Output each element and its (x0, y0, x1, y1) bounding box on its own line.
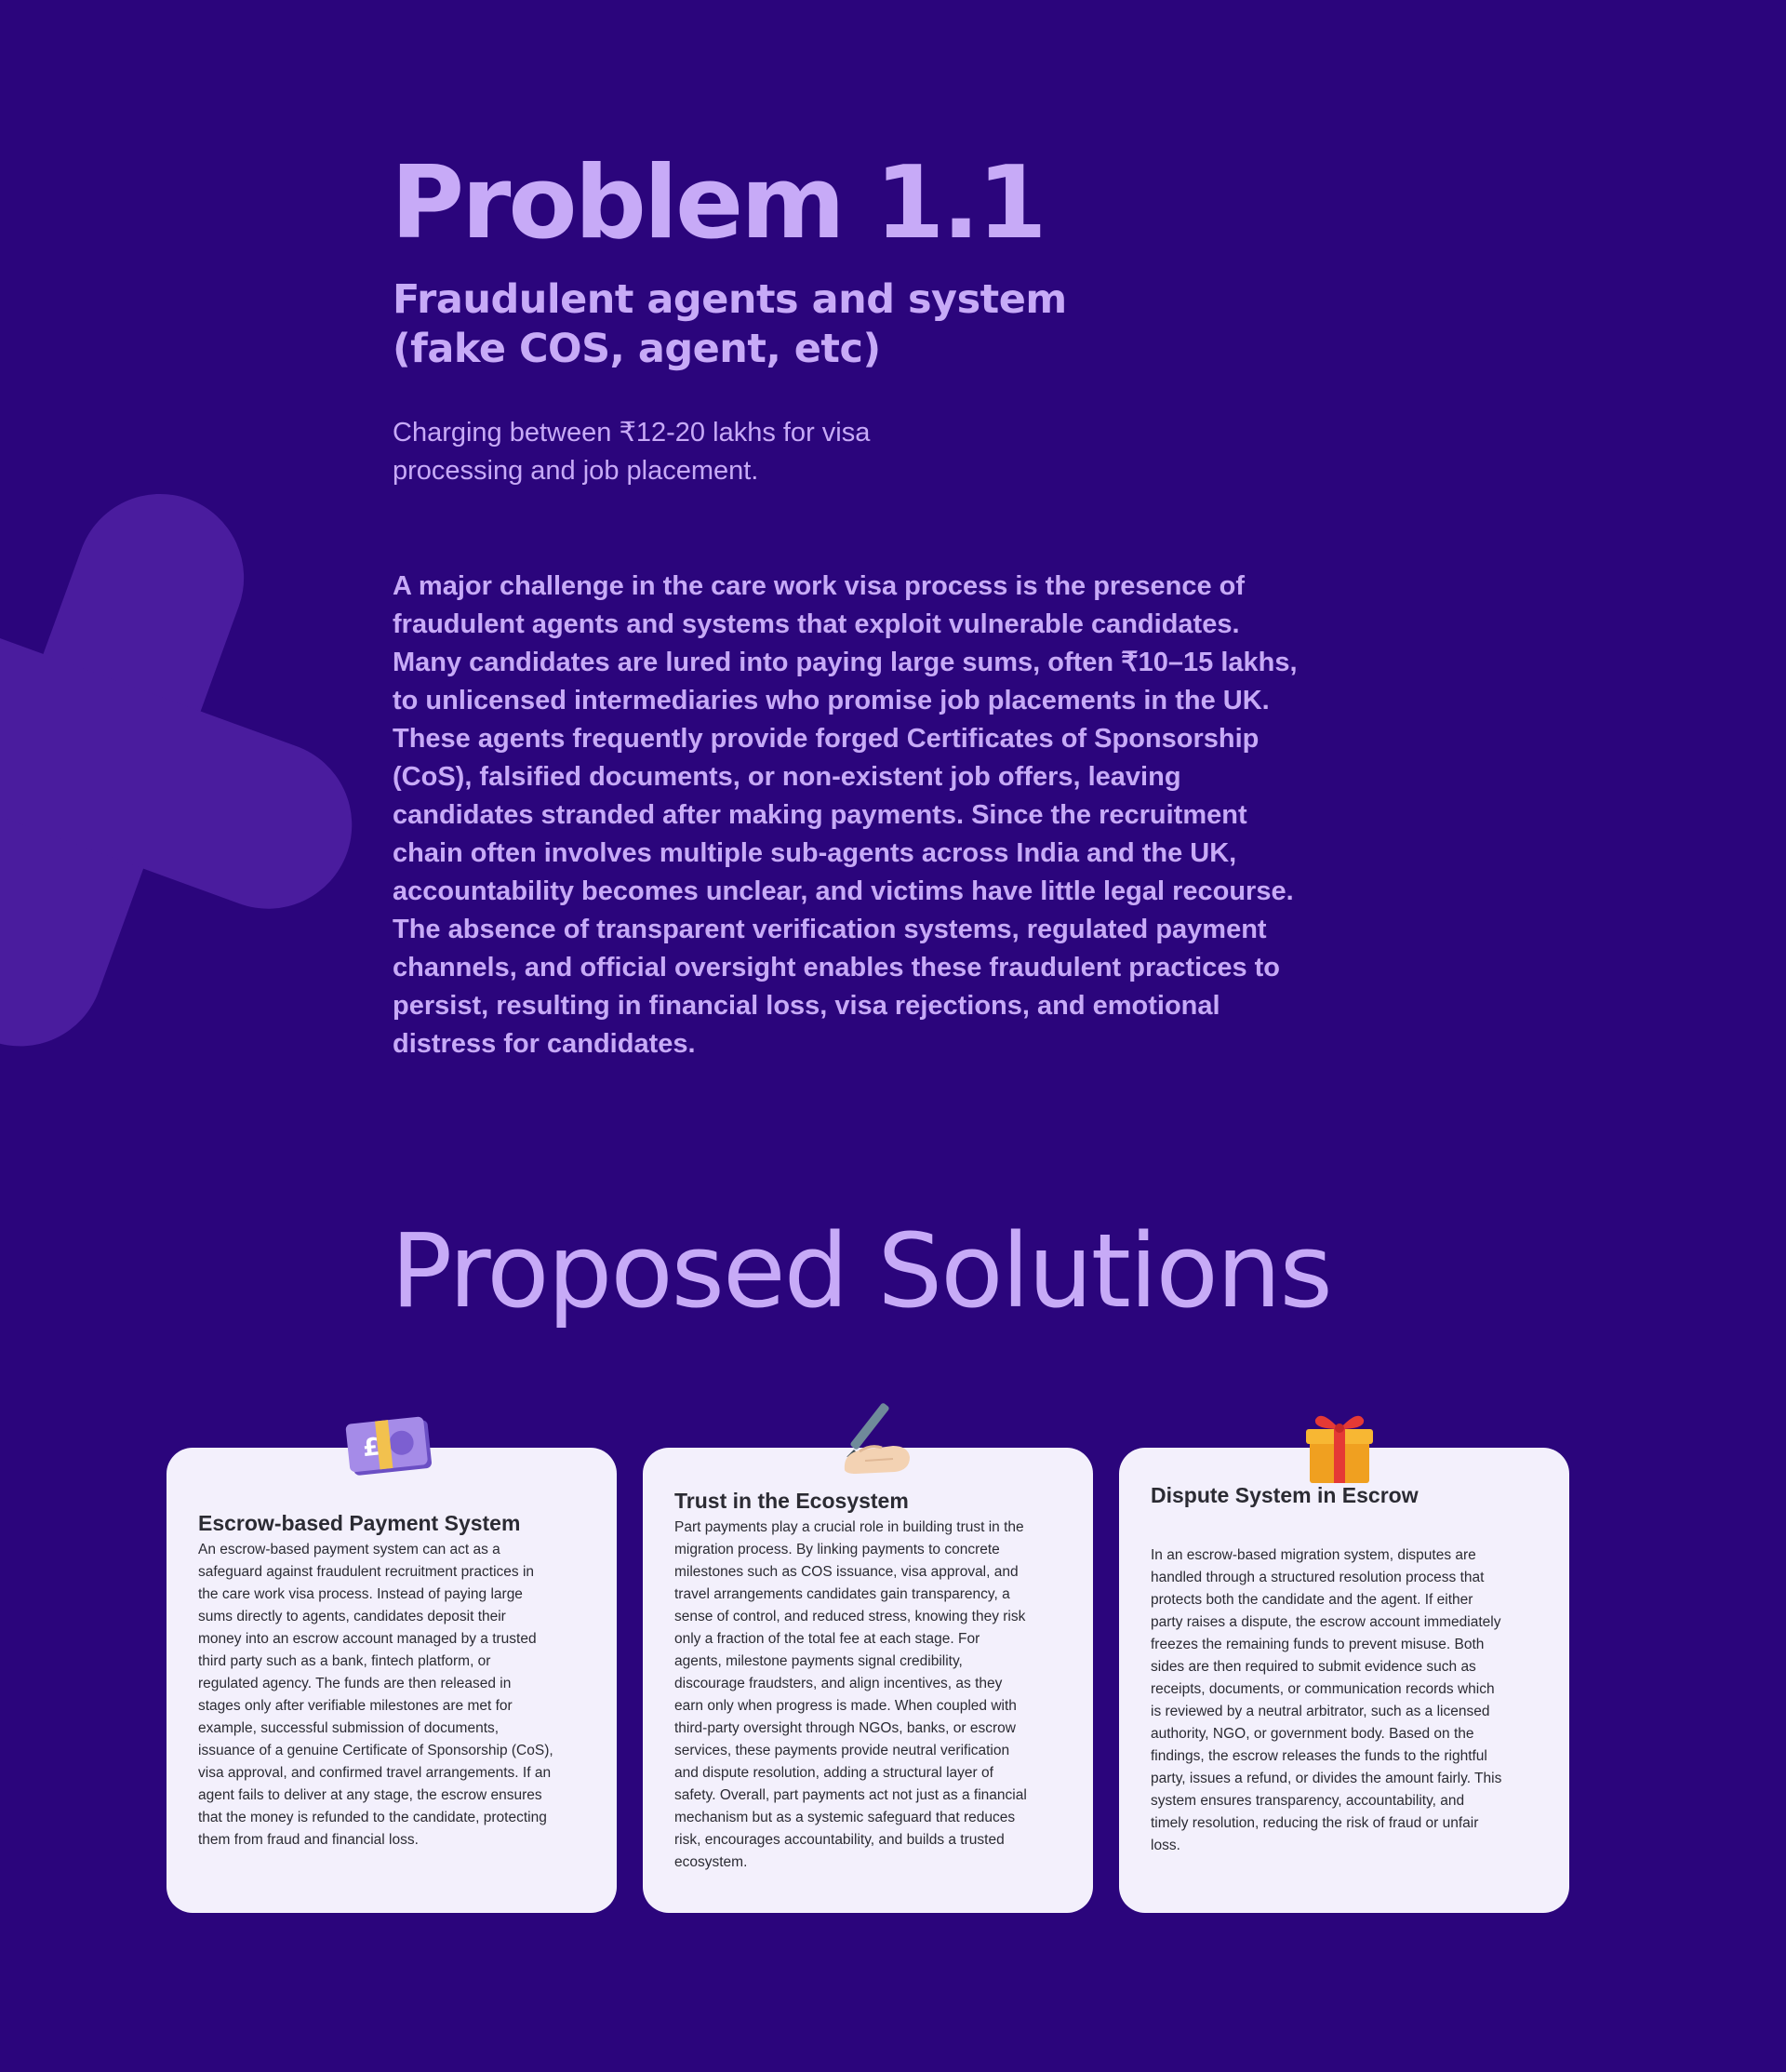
card-line: In an escrow-based migration system, disputes are (1151, 1547, 1476, 1563)
card-line: milestones such as COS issuance, visa approval, and (674, 1564, 1019, 1580)
card-line: safeguard against fraudulent recruitment practices in (198, 1564, 535, 1580)
card-line: authority, NGO, or government body. Based on the (1151, 1726, 1474, 1742)
card-title: Dispute System in Escrow (1151, 1483, 1419, 1507)
description-line: channels, and official oversight enables these fraudulent practices to (393, 953, 1281, 983)
card-line: the care work visa process. Instead of paying large (198, 1586, 523, 1602)
problem-subtitle (393, 275, 1067, 374)
card-line: migration process. By linking payments to concrete (674, 1542, 1000, 1557)
lead-line: Charging between ₹12-20 lakhs for visa (393, 418, 871, 448)
writing-hand-icon (828, 1396, 921, 1479)
card-title: Trust in the Ecosystem (674, 1489, 909, 1513)
card-title: Escrow-based Payment System (198, 1511, 521, 1535)
description-line: chain often involves multiple sub-agents across India and the UK, (393, 838, 1237, 868)
card-line: protects both the candidate and the agent. If either (1151, 1592, 1473, 1608)
problem-description (393, 568, 1313, 1063)
card-description (1151, 1544, 1551, 1857)
lead-line: processing and job placement. (393, 456, 759, 486)
card-line: and dispute resolution, adding a structural layer of (674, 1765, 993, 1781)
description-line: to unlicensed intermediaries who promise job placements in the UK. (393, 686, 1270, 715)
card-line: risk, encourages accountability, and builds a trusted (674, 1832, 1005, 1848)
card-line: agents, milestone payments signal credibility, (674, 1653, 963, 1669)
solution-card-trust (643, 1448, 1093, 1913)
description-line: distress for candidates. (393, 1029, 696, 1059)
card-line: timely resolution, reducing the risk of fraud or unfair (1151, 1815, 1479, 1831)
subtitle-line: (fake COS, agent, etc) (393, 326, 881, 372)
card-line: regulated agency. The funds are then released in (198, 1676, 512, 1691)
description-line: These agents frequently provide forged Certificates of Sponsorship (393, 724, 1260, 754)
description-line: persist, resulting in financial loss, visa rejections, and emotional (393, 991, 1220, 1021)
description-line: candidates stranded after making payments. Since the recruitment (393, 800, 1247, 830)
description-line: Many candidates are lured into paying large sums, often ₹10–15 lakhs, (393, 648, 1298, 677)
card-line: handled through a structured resolution process that (1151, 1570, 1485, 1585)
card-line: safety. Overall, part payments act not just as a financial (674, 1787, 1027, 1803)
gift-box-icon (1293, 1403, 1386, 1487)
subtitle-line: Fraudulent agents and system (393, 276, 1067, 323)
card-line: findings, the escrow releases the funds to the rightful (1151, 1748, 1487, 1764)
description-line: fraudulent agents and systems that exploit vulnerable candidates. (393, 609, 1240, 639)
solutions-title: Proposed Solutions (391, 1211, 1331, 1330)
svg-text:£: £ (361, 1433, 381, 1464)
problem-lead (393, 414, 988, 490)
card-line: ecosystem. (674, 1854, 748, 1870)
card-line: them from fraud and financial loss. (198, 1832, 419, 1848)
card-line: freezes the remaining funds to prevent misuse. Both (1151, 1637, 1485, 1652)
card-line: third-party oversight through NGOs, banks, or escrow (674, 1720, 1016, 1736)
card-line: system ensures transparency, accountability, and (1151, 1793, 1465, 1809)
description-line: A major challenge in the care work visa process is the presence of (393, 571, 1246, 601)
card-line: travel arrangements candidates gain transparency, a (674, 1586, 1010, 1602)
card-line: issuance of a genuine Certificate of Sponsorship (CoS), (198, 1743, 553, 1758)
card-description (674, 1517, 1074, 1874)
card-line: stages only after verifiable milestones are met for (198, 1698, 513, 1714)
card-line: is reviewed by a neutral arbitrator, such as a licensed (1151, 1704, 1490, 1719)
card-line: money into an escrow account managed by a trusted (198, 1631, 537, 1647)
description-line: accountability becomes unclear, and victims have little legal recourse. (393, 876, 1294, 906)
card-line: services, these payments provide neutral verification (674, 1743, 1010, 1758)
card-line: receipts, documents, or communication records which (1151, 1681, 1495, 1697)
card-line: agent fails to deliver at any stage, the escrow ensures (198, 1787, 542, 1803)
card-line: discourage fraudsters, and align incentives, as they (674, 1676, 1003, 1691)
problem-title: Problem 1.1 (391, 145, 1045, 261)
card-line: party raises a dispute, the escrow account immediately (1151, 1614, 1501, 1630)
card-line: Part payments play a crucial role in building trust in the (674, 1519, 1024, 1535)
card-line: sides are then required to submit evidence such as (1151, 1659, 1476, 1675)
card-line: only a fraction of the total fee at each stage. For (674, 1631, 980, 1647)
card-line: earn only when progress is made. When coupled with (674, 1698, 1017, 1714)
card-line: party, issues a refund, or divides the amount fairly. This (1151, 1771, 1502, 1786)
card-description (198, 1539, 598, 1851)
card-line: visa approval, and confirmed travel arrangements. If an (198, 1765, 552, 1781)
pound-banknote-icon (344, 1405, 437, 1489)
card-line: An escrow-based payment system can act as a (198, 1542, 500, 1557)
card-line: third party such as a bank, fintech platform, or (198, 1653, 491, 1669)
solution-card-dispute (1119, 1448, 1569, 1913)
card-line: example, successful submission of documents, (198, 1720, 500, 1736)
description-line: (CoS), falsified documents, or non-existent job offers, leaving (393, 762, 1181, 792)
card-line: loss. (1151, 1838, 1180, 1853)
card-line: that the money is refunded to the candidate, protecting (198, 1810, 547, 1825)
decorative-cross-shape (0, 465, 372, 1061)
card-line: mechanism but as a systemic safeguard that reduces (674, 1810, 1016, 1825)
description-line: The absence of transparent verification systems, regulated payment (393, 915, 1267, 944)
solution-card-escrow (167, 1448, 617, 1913)
card-line: sense of control, and reduced stress, knowing they risk (674, 1609, 1026, 1624)
card-line: sums directly to agents, candidates deposit their (198, 1609, 506, 1624)
